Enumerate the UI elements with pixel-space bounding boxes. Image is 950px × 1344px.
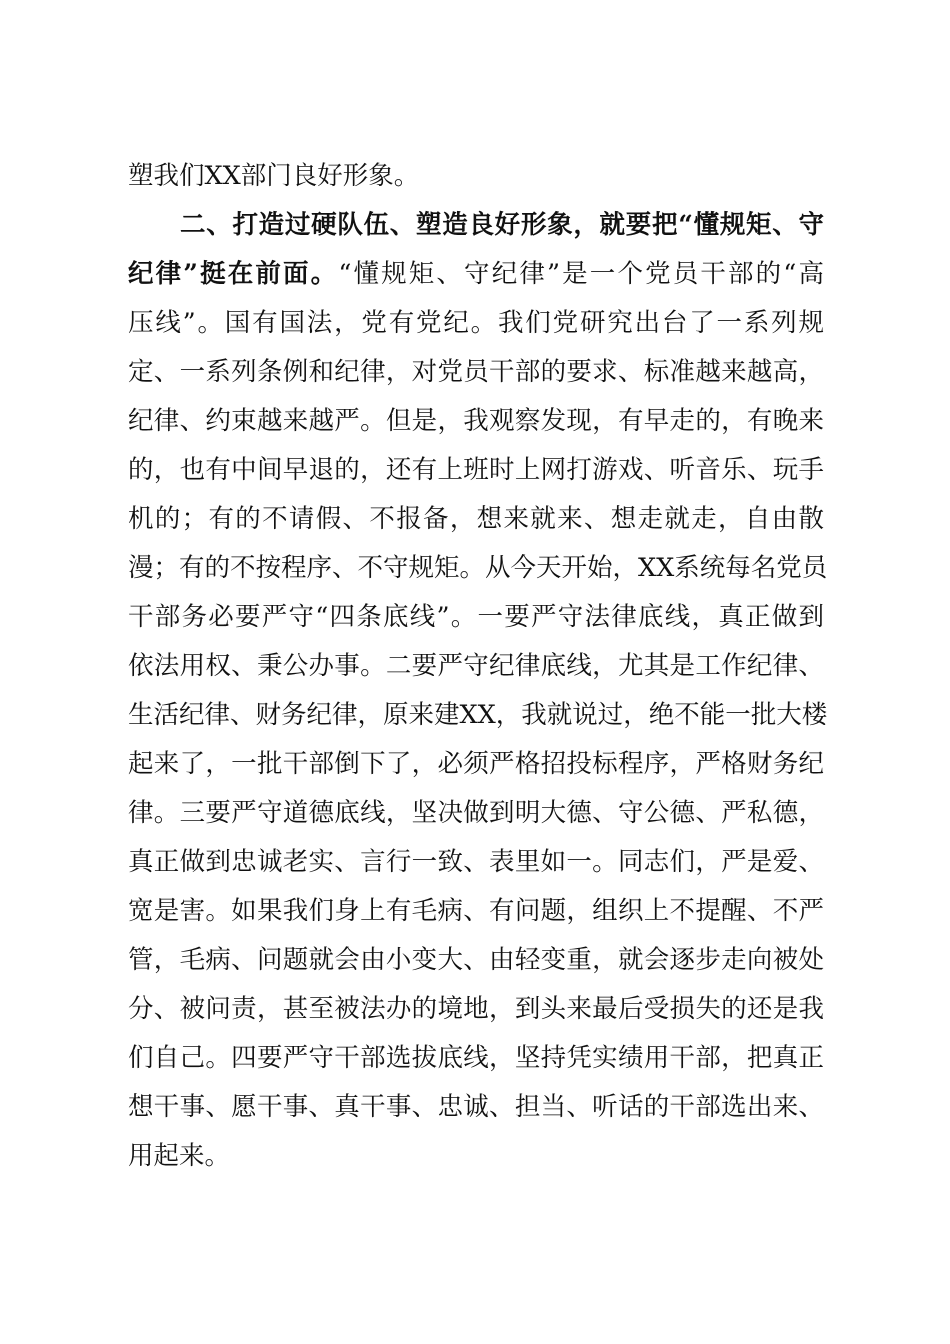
text-run: 起来了，一批干部倒下了，必须严格招投标程序，严格财务纪	[128, 749, 824, 779]
text-run: 压线”。国有国法，党有党纪。我们党研究出台了一系列规	[128, 308, 824, 338]
text-run: 漫；有的不按程序、不守规矩。从今天开始，XX系统每名党员	[128, 553, 828, 583]
text-run: 纪律、约束越来越严。但是，我观察发现，有早走的，有晚来	[128, 406, 824, 436]
text-run: 律。三要严守道德底线，坚决做到明大德、守公德、严私德，	[128, 798, 824, 828]
text-line	[128, 446, 824, 495]
text-line	[128, 544, 828, 593]
text-line	[128, 887, 824, 936]
text-line	[128, 1132, 824, 1181]
text-run: 分、被问责，甚至被法办的境地，到头来最后受损失的还是我	[128, 994, 824, 1024]
text-line	[128, 1034, 824, 1083]
text-line	[128, 495, 824, 544]
text-run: 干部务必要严守“四条底线”。一要严守法律底线，真正做到	[128, 602, 824, 632]
text-run: 用起来。	[128, 1141, 231, 1171]
text-line	[128, 299, 824, 348]
text-line	[128, 348, 824, 397]
text-line	[128, 740, 824, 789]
text-line	[128, 201, 824, 250]
text-line	[128, 642, 824, 691]
text-run: “懂规矩、守纪律”是一个党员干部的“高	[338, 259, 824, 289]
text-run: 宽是害。如果我们身上有毛病、有问题，组织上不提醒、不严	[128, 896, 824, 926]
text-line	[128, 936, 824, 985]
text-line	[128, 397, 824, 446]
document-body	[128, 152, 828, 1181]
text-run: 真正做到忠诚老实、言行一致、表里如一。同志们，严是爱、	[128, 847, 824, 877]
text-line	[128, 593, 824, 642]
bold-text-run: 纪律”挺在前面。	[128, 259, 339, 289]
text-line	[128, 250, 824, 299]
text-run: 管，毛病、问题就会由小变大、由轻变重，就会逐步走向被处	[128, 945, 824, 975]
text-run: 定、一系列条例和纪律，对党员干部的要求、标准越来越高，	[128, 357, 824, 387]
text-line	[128, 838, 824, 887]
text-run: 生活纪律、财务纪律，原来建XX，我就说过，绝不能一批大楼	[128, 700, 828, 730]
text-run: 塑我们XX部门良好形象。	[128, 161, 420, 191]
text-line	[128, 789, 824, 838]
text-line	[128, 691, 828, 740]
text-run: 们自己。四要严守干部选拔底线，坚持凭实绩用干部，把真正	[128, 1043, 824, 1073]
text-line	[128, 985, 824, 1034]
text-run: 依法用权、秉公办事。二要严守纪律底线，尤其是工作纪律、	[128, 651, 824, 681]
text-run: 机的；有的不请假、不报备，想来就来、想走就走，自由散	[128, 504, 824, 534]
text-line	[128, 1083, 824, 1132]
bold-text-run: 二、打造过硬队伍、塑造良好形象，就要把“懂规矩、守	[180, 210, 824, 240]
text-run: 的，也有中间早退的，还有上班时上网打游戏、听音乐、玩手	[128, 455, 824, 485]
text-line	[128, 152, 824, 201]
text-run: 想干事、愿干事、真干事、忠诚、担当、听话的干部选出来、	[128, 1092, 824, 1122]
